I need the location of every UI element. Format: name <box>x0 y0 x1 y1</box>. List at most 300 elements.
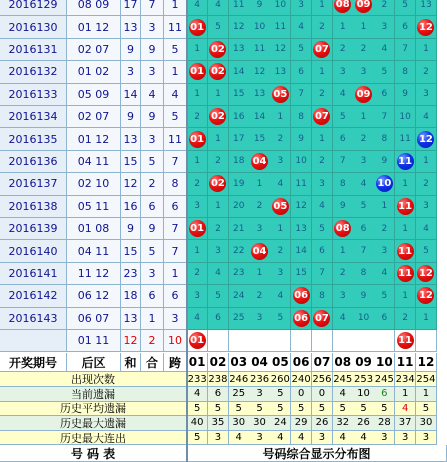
distribution-cell <box>270 240 291 262</box>
span-cell: 1 <box>164 0 187 16</box>
sum-cell: 9 <box>121 106 141 128</box>
he-cell: 9 <box>141 39 164 61</box>
distribution-cell <box>229 308 250 330</box>
footer-distribution-title: 号码综合显示分布图 <box>187 445 447 462</box>
distribution-cell <box>333 16 354 38</box>
miss-count: 11 <box>233 0 245 10</box>
distribution-cell <box>229 196 250 218</box>
red-ball-marker: 11 <box>397 198 414 215</box>
miss-count: 1 <box>215 89 221 100</box>
miss-count: 6 <box>381 89 388 100</box>
miss-count: 4 <box>360 178 367 189</box>
miss-count: 2 <box>194 178 201 189</box>
miss-count: 2 <box>215 156 221 167</box>
distribution-cell <box>187 84 208 106</box>
sum-cell: 14 <box>121 84 141 106</box>
miss-count: 2 <box>402 313 409 324</box>
miss-count: 2 <box>423 178 429 189</box>
distribution-cell <box>374 61 395 83</box>
miss-count: 5 <box>319 223 325 234</box>
he-cell: 7 <box>141 0 164 16</box>
distribution-cell <box>208 240 229 262</box>
distribution-cell <box>312 240 333 262</box>
distribution-cell <box>270 39 291 61</box>
period-cell <box>0 330 67 352</box>
miss-count: 1 <box>319 0 325 10</box>
distribution-cell <box>249 218 270 240</box>
distribution-cell <box>395 151 416 173</box>
red-ball-marker: 02 <box>209 175 226 192</box>
red-ball-marker: 07 <box>313 41 330 58</box>
distribution-cell <box>374 285 395 307</box>
miss-count: 3 <box>339 66 346 77</box>
sum-cell: 15 <box>121 240 141 262</box>
miss-count: 1 <box>215 201 221 212</box>
footer-number-table: 号 码 表 <box>0 445 187 462</box>
distribution-cell <box>187 106 208 128</box>
back-zone-numbers: 02 10 <box>67 173 121 195</box>
distribution-cell <box>416 39 437 61</box>
miss-count: 10 <box>274 0 287 10</box>
distribution-cell <box>291 285 312 307</box>
period-cell: 2016136 <box>0 151 67 173</box>
stat-value: 3 <box>249 387 270 402</box>
stat-value: 5 <box>312 402 333 417</box>
distribution-cell <box>249 0 270 16</box>
miss-count: 5 <box>339 111 346 122</box>
back-zone-numbers: 01 08 <box>67 218 121 240</box>
miss-count: 4 <box>215 0 221 10</box>
miss-count: 8 <box>360 268 367 279</box>
distribution-cell <box>333 308 354 330</box>
he-cell: 3 <box>141 61 164 83</box>
distribution-cell <box>229 106 250 128</box>
miss-count: 2 <box>277 246 284 257</box>
header-number: 07 <box>312 353 333 372</box>
miss-count: 13 <box>295 223 307 234</box>
stat-value: 3 <box>249 431 270 446</box>
span-cell: 4 <box>164 84 187 106</box>
distribution-cell <box>291 16 312 38</box>
miss-count: 1 <box>402 223 409 234</box>
miss-count: 3 <box>194 201 201 212</box>
miss-count: 18 <box>233 156 245 167</box>
distribution-cell <box>208 308 229 330</box>
stat-value: 26 <box>353 416 374 431</box>
stat-value: 5 <box>416 402 437 417</box>
distribution-cell <box>312 263 333 285</box>
distribution-cell <box>333 61 354 83</box>
stat-value: 0 <box>291 387 312 402</box>
miss-count: 3 <box>298 0 305 10</box>
distribution-cell <box>229 173 250 195</box>
miss-count: 19 <box>233 178 245 189</box>
header-number: 08 <box>333 353 354 372</box>
miss-count: 1 <box>194 89 201 100</box>
distribution-cell <box>249 84 270 106</box>
red-ball-marker: 07 <box>313 108 330 125</box>
sum-cell: 13 <box>121 308 141 330</box>
distribution-cell <box>208 61 229 83</box>
miss-count: 14 <box>295 246 307 257</box>
span-cell: 1 <box>164 263 187 285</box>
miss-count: 1 <box>402 290 409 301</box>
distribution-cell <box>395 263 416 285</box>
distribution-cell <box>416 330 437 352</box>
miss-count: 15 <box>253 134 266 145</box>
miss-count: 2 <box>381 223 388 234</box>
he-cell: 5 <box>141 240 164 262</box>
stat-value: 5 <box>270 387 291 402</box>
miss-count: 3 <box>423 89 429 100</box>
distribution-cell <box>291 39 312 61</box>
distribution-cell <box>353 128 374 150</box>
distribution-cell <box>312 218 333 240</box>
stat-value: 245 <box>374 372 395 387</box>
distribution-cell <box>229 0 250 16</box>
distribution-cell <box>208 106 229 128</box>
stat-value: 4 <box>395 402 416 417</box>
miss-count: 1 <box>319 134 325 145</box>
distribution-cell <box>395 308 416 330</box>
he-cell: 3 <box>141 128 164 150</box>
miss-count: 5 <box>381 290 388 301</box>
distribution-cell <box>270 151 291 173</box>
miss-count: 1 <box>277 111 284 122</box>
miss-count: 2 <box>256 201 263 212</box>
distribution-cell <box>374 39 395 61</box>
stat-value: 5 <box>187 431 208 446</box>
miss-count: 1 <box>256 268 263 279</box>
distribution-cell <box>187 196 208 218</box>
distribution-cell <box>374 151 395 173</box>
span-cell: 6 <box>164 196 187 218</box>
distribution-cell <box>229 16 250 38</box>
distribution-cell <box>312 128 333 150</box>
sum-cell: 16 <box>121 196 141 218</box>
distribution-cell <box>395 39 416 61</box>
miss-count: 20 <box>233 201 245 212</box>
distribution-cell <box>395 0 416 16</box>
stat-value: 5 <box>229 402 250 417</box>
red-ball-marker: 08 <box>334 220 351 237</box>
miss-count: 2 <box>319 89 325 100</box>
miss-count: 1 <box>194 44 201 55</box>
distribution-cell <box>374 263 395 285</box>
miss-count: 4 <box>423 111 429 122</box>
stat-label: 历史最大遗漏 <box>0 416 187 431</box>
miss-count: 4 <box>339 89 346 100</box>
header-span: 跨 <box>164 353 187 372</box>
sum-cell: 13 <box>121 16 141 38</box>
miss-count: 6 <box>402 22 409 33</box>
distribution-cell <box>353 330 374 352</box>
red-ball-marker: 06 <box>293 310 310 327</box>
distribution-cell <box>353 106 374 128</box>
distribution-cell <box>291 330 312 352</box>
miss-count: 11 <box>295 178 307 189</box>
he-cell: 5 <box>141 151 164 173</box>
distribution-cell <box>208 330 229 352</box>
sum-cell: 15 <box>121 151 141 173</box>
distribution-cell <box>187 263 208 285</box>
distribution-cell <box>395 285 416 307</box>
miss-count: 1 <box>360 22 367 33</box>
period-cell: 2016130 <box>0 16 67 38</box>
stat-value: 26 <box>312 416 333 431</box>
miss-count: 3 <box>277 156 284 167</box>
miss-count: 1 <box>423 313 429 324</box>
distribution-cell <box>187 308 208 330</box>
miss-count: 3 <box>381 246 388 257</box>
miss-count: 6 <box>360 223 367 234</box>
red-ball-marker: 08 <box>334 0 351 13</box>
distribution-cell <box>374 330 395 352</box>
distribution-cell <box>416 84 437 106</box>
distribution-cell <box>229 285 250 307</box>
distribution-cell <box>187 39 208 61</box>
distribution-cell <box>416 218 437 240</box>
distribution-cell <box>270 128 291 150</box>
miss-count: 2 <box>319 22 325 33</box>
distribution-cell <box>291 263 312 285</box>
distribution-cell <box>333 240 354 262</box>
distribution-cell <box>416 106 437 128</box>
miss-count: 3 <box>319 178 325 189</box>
distribution-cell <box>353 263 374 285</box>
miss-count: 4 <box>339 313 346 324</box>
distribution-cell <box>395 330 416 352</box>
distribution-cell <box>374 128 395 150</box>
distribution-cell <box>187 151 208 173</box>
distribution-cell <box>249 330 270 352</box>
miss-count: 6 <box>215 313 221 324</box>
distribution-cell <box>208 173 229 195</box>
stat-value: 234 <box>395 372 416 387</box>
miss-count: 2 <box>423 66 429 77</box>
distribution-cell <box>249 308 270 330</box>
distribution-cell <box>312 196 333 218</box>
header-number: 03 <box>229 353 250 372</box>
miss-count: 1 <box>423 44 429 55</box>
span-cell: 5 <box>164 39 187 61</box>
stat-value: 5 <box>291 402 312 417</box>
miss-count: 3 <box>256 223 263 234</box>
distribution-cell <box>374 84 395 106</box>
miss-count: 9 <box>298 134 305 145</box>
distribution-cell <box>270 285 291 307</box>
distribution-cell <box>312 84 333 106</box>
distribution-cell <box>229 151 250 173</box>
miss-count: 3 <box>277 268 284 279</box>
miss-count: 4 <box>319 201 325 212</box>
distribution-cell <box>249 151 270 173</box>
back-zone-numbers: 01 12 <box>67 16 121 38</box>
distribution-cell <box>374 196 395 218</box>
distribution-cell <box>395 128 416 150</box>
stat-value: 1 <box>416 387 437 402</box>
he-cell: 3 <box>141 16 164 38</box>
miss-count: 14 <box>253 111 266 122</box>
miss-count: 13 <box>274 66 287 77</box>
miss-count: 5 <box>402 0 409 10</box>
distribution-cell <box>312 330 333 352</box>
section-divider <box>186 0 188 462</box>
miss-count: 11 <box>274 22 287 33</box>
miss-count: 11 <box>399 134 411 145</box>
period-cell: 2016132 <box>0 61 67 83</box>
distribution-cell <box>229 84 250 106</box>
miss-count: 9 <box>339 201 346 212</box>
distribution-cell <box>353 151 374 173</box>
red-ball-marker: 12 <box>417 287 434 304</box>
red-ball-marker: 02 <box>209 63 226 80</box>
miss-count: 9 <box>360 290 367 301</box>
stat-value: 0 <box>312 387 333 402</box>
distribution-cell <box>187 240 208 262</box>
distribution-cell <box>374 106 395 128</box>
period-cell: 2016143 <box>0 308 67 330</box>
distribution-cell <box>229 240 250 262</box>
miss-count: 9 <box>256 0 263 10</box>
miss-count: 2 <box>339 44 346 55</box>
distribution-cell <box>291 240 312 262</box>
span-cell: 11 <box>164 128 187 150</box>
back-zone-numbers: 05 11 <box>67 196 121 218</box>
stat-value: 3 <box>208 431 229 446</box>
header-number: 05 <box>270 353 291 372</box>
miss-count: 1 <box>215 134 221 145</box>
sum-cell: 17 <box>121 0 141 16</box>
miss-count: 1 <box>360 111 367 122</box>
sum-cell: 18 <box>121 285 141 307</box>
red-ball-marker: 06 <box>293 287 310 304</box>
stat-value: 10 <box>353 387 374 402</box>
miss-count: 2 <box>360 134 367 145</box>
miss-count: 10 <box>295 156 307 167</box>
red-ball-marker: 11 <box>397 265 414 282</box>
period-cell: 2016141 <box>0 263 67 285</box>
red-ball-marker: 04 <box>251 153 268 170</box>
miss-count: 6 <box>298 66 305 77</box>
miss-count: 6 <box>381 313 388 324</box>
back-zone-numbers: 06 12 <box>67 285 121 307</box>
he-cell: 1 <box>141 308 164 330</box>
distribution-cell <box>291 106 312 128</box>
distribution-cell <box>270 263 291 285</box>
distribution-cell <box>312 39 333 61</box>
miss-count: 8 <box>402 66 409 77</box>
period-cell: 2016140 <box>0 240 67 262</box>
distribution-cell <box>270 308 291 330</box>
miss-count: 1 <box>194 246 201 257</box>
distribution-cell <box>416 285 437 307</box>
stat-label: 当前遗漏 <box>0 387 187 402</box>
he-cell: 9 <box>141 218 164 240</box>
stat-value: 240 <box>291 372 312 387</box>
miss-count: 1 <box>319 66 325 77</box>
miss-count: 1 <box>381 201 388 212</box>
back-zone-numbers: 11 12 <box>67 263 121 285</box>
distribution-cell <box>187 0 208 16</box>
he-cell: 9 <box>141 106 164 128</box>
red-ball-marker: 01 <box>189 220 206 237</box>
stat-value: 4 <box>333 431 354 446</box>
stat-value: 3 <box>374 431 395 446</box>
distribution-cell <box>208 39 229 61</box>
sum-cell: 13 <box>121 128 141 150</box>
distribution-cell <box>416 308 437 330</box>
distribution-cell <box>353 0 374 16</box>
miss-count: 23 <box>233 268 245 279</box>
stat-value: 3 <box>312 431 333 446</box>
distribution-cell <box>312 61 333 83</box>
header-number: 02 <box>208 353 229 372</box>
miss-count: 12 <box>233 22 245 33</box>
period-cell: 2016134 <box>0 106 67 128</box>
distribution-cell <box>374 308 395 330</box>
red-ball-marker: 01 <box>189 19 206 36</box>
distribution-cell <box>187 285 208 307</box>
distribution-cell <box>249 173 270 195</box>
header-back-zone: 后区 <box>67 353 121 372</box>
distribution-cell <box>187 173 208 195</box>
distribution-cell <box>270 61 291 83</box>
distribution-cell <box>333 330 354 352</box>
distribution-cell <box>395 106 416 128</box>
distribution-cell <box>416 16 437 38</box>
distribution-cell <box>333 0 354 16</box>
red-ball-marker: 04 <box>251 243 268 260</box>
back-zone-numbers: 01 11 <box>67 330 121 352</box>
stat-value: 1 <box>395 387 416 402</box>
miss-count: 2 <box>360 44 367 55</box>
distribution-cell <box>291 151 312 173</box>
distribution-cell <box>353 218 374 240</box>
stat-value: 25 <box>229 387 250 402</box>
miss-count: 5 <box>360 201 367 212</box>
distribution-cell <box>291 128 312 150</box>
distribution-cell <box>270 106 291 128</box>
miss-count: 6 <box>339 134 346 145</box>
period-cell: 2016138 <box>0 196 67 218</box>
miss-count: 13 <box>233 44 245 55</box>
red-ball-marker: 05 <box>272 198 289 215</box>
distribution-cell <box>229 39 250 61</box>
distribution-cell <box>208 128 229 150</box>
distribution-cell <box>270 16 291 38</box>
header-sum: 和 <box>121 353 141 372</box>
distribution-cell <box>353 196 374 218</box>
miss-count: 9 <box>381 156 388 167</box>
distribution-cell <box>270 196 291 218</box>
distribution-cell <box>395 16 416 38</box>
span-cell: 7 <box>164 151 187 173</box>
stat-value: 35 <box>208 416 229 431</box>
distribution-cell <box>416 240 437 262</box>
distribution-cell <box>270 0 291 16</box>
miss-count: 7 <box>360 246 367 257</box>
back-zone-numbers: 05 09 <box>67 84 121 106</box>
header-number: 09 <box>353 353 374 372</box>
miss-count: 1 <box>194 156 201 167</box>
distribution-cell <box>270 218 291 240</box>
red-ball-marker: 07 <box>313 310 330 327</box>
miss-count: 1 <box>339 22 346 33</box>
miss-count: 5 <box>215 22 221 33</box>
distribution-cell <box>312 173 333 195</box>
distribution-cell <box>353 61 374 83</box>
